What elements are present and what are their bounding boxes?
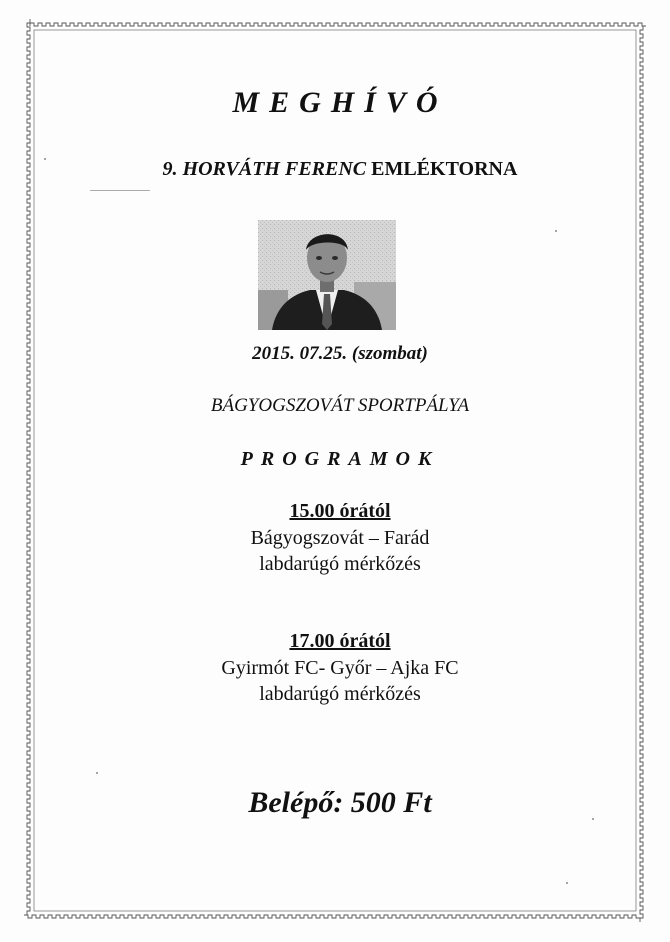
event-description: labdarúgó mérkőzés bbox=[259, 553, 421, 575]
entry-price: Belépő: 500 Ft bbox=[248, 786, 432, 819]
event-date: 2015. 07.25. (szombat) bbox=[252, 343, 428, 364]
page-title: MEGHÍVÓ bbox=[232, 86, 448, 119]
scan-speck bbox=[96, 772, 98, 774]
scan-speck bbox=[566, 882, 568, 884]
scan-speck bbox=[44, 158, 46, 160]
portrait-photo bbox=[258, 220, 396, 330]
programs-heading: PROGRAMOK bbox=[240, 448, 440, 470]
event-subtitle bbox=[40, 158, 640, 181]
event-time: 15.00 órától bbox=[289, 500, 391, 522]
event-match: Bágyogszovát – Farád bbox=[250, 527, 430, 549]
scan-speck bbox=[555, 230, 557, 232]
event-venue: BÁGYOGSZOVÁT SPORTPÁLYA bbox=[210, 395, 470, 416]
scan-speck bbox=[592, 818, 594, 820]
event-time: 17.00 órától bbox=[289, 630, 391, 652]
event-description: labdarúgó mérkőzés bbox=[259, 683, 421, 705]
subtitle-name: HORVÁTH FERENC bbox=[182, 158, 367, 180]
scan-speck bbox=[90, 190, 150, 191]
event-match: Gyirmót FC- Győr – Ajka FC bbox=[221, 657, 459, 679]
subtitle-suffix: EMLÉKTORNA bbox=[371, 158, 518, 180]
subtitle-prefix: 9. bbox=[162, 158, 178, 180]
